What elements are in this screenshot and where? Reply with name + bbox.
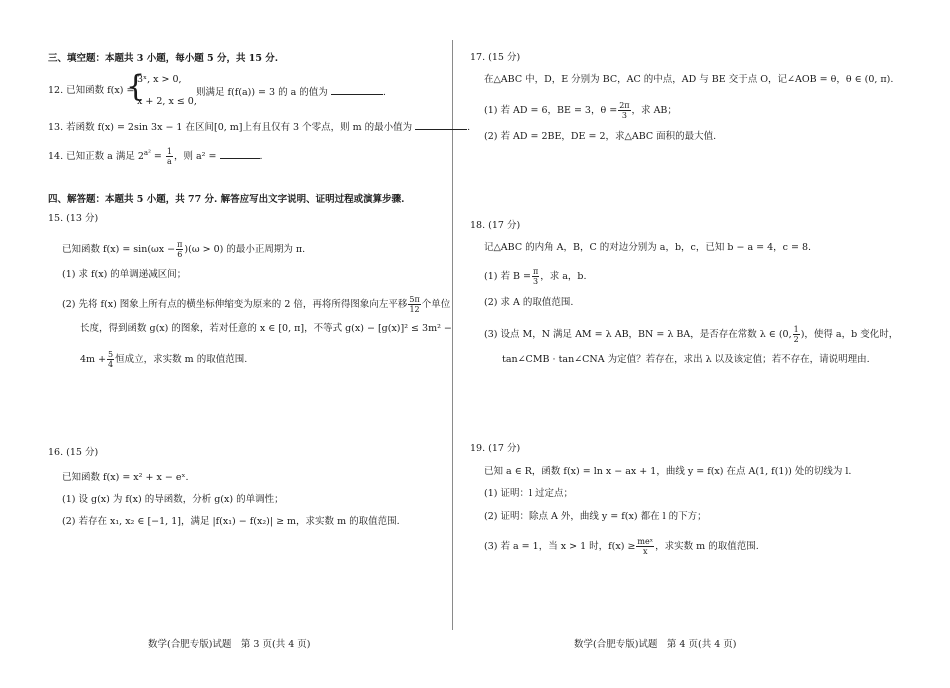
q12-prefix: 12. 已知函数 f(x) = [48,85,135,96]
q19-title: 19. (17 分) [470,443,521,454]
q16-stem: 已知函数 f(x) = x² + x − eˣ. [62,472,189,483]
q14-suffix: ，则 a² = [173,151,217,163]
q18-part1-fraction: $\frac{\pi}{3}$ [532,267,539,286]
q12-case-2: x + 2, x ≤ 0, [137,96,197,107]
q19-part-2: (2) 证明：除点 A 外，曲线 y = f(x) 都在 l 的下方； [484,511,707,522]
q19-stem: 已知 a ∈ R，函数 f(x) = ln x − ax + 1，曲线 y = f(x) 在点 A(1, f(1)) 处的切线为 l. [484,466,852,477]
q19-part3-fraction: $\frac{\text{meˣ}}{x}$ [637,537,654,556]
q18-stem: 记△ABC 的内角 A，B，C 的对边分别为 a，b，c，已知 b − a = 4，c = 8. [484,242,812,253]
q16-part-2: (2) 若存在 x₁, x₂ ∈ [−1, 1]，满足 |f(x₁) − f(x₂)| ≥ m，求实数 m 的取值范围. [62,516,400,527]
left-page-footer: 数学(合肥专版)试题 第 3 页(共 4 页) [148,639,311,650]
q12-suffix: 则满足 f(f(a)) = 3 的 a 的值为 . [196,84,386,100]
q15-stem-fraction: $\frac{\pi}{6}$ [177,240,183,259]
question-14: 14. 已知正数 a 满足 $2^{a^2}$ = $\frac{1}{a}$ ，则 a² = . [48,147,263,167]
q15-part-1: (1) 求 f(x) 的单调递减区间； [62,269,187,280]
q12-suffix-text: 则满足 f(f(a)) = 3 的 a 的值为 [196,87,328,98]
q14-answer-blank [220,148,260,159]
q17-part1-fraction: $\frac{2\pi}{3}$ [619,101,630,120]
q17-part-2: (2) 若 AD = 2BE，DE = 2，求△ABC 面积的最大值. [484,131,717,142]
q17-stem: 在△ABC 中，D，E 分别为 BC，AC 的中点，AD 与 BE 交于点 O，记∠AOB = θ，θ ∈ (0, π). [484,74,894,85]
q14-fraction: $\frac{1}{a}$ [166,147,172,167]
right-page-footer: 数学(合肥专版)试题 第 4 页(共 4 页) [574,639,737,650]
q19-part-3: (3) 若 a = 1，当 x > 1 时，f(x) ≥ $\frac{\text{meˣ}}{x}$ ，求实数 m 的取值范围. [484,537,759,556]
q12-case-1: 3ˣ, x > 0, [137,74,182,85]
q18-part-3c: tan∠CMB · tan∠CNA 为定值？若存在，求出 λ 以及该定值；若不存在，请说明理由. [502,354,870,365]
q15-part-2d: 4m + $\frac{5}{4}$ 恒成立，求实数 m 的取值范围. [80,350,248,369]
q18-title: 18. (17 分) [470,220,521,231]
q15-part2d-fraction: $\frac{5}{4}$ [108,350,114,369]
q12-brace: { [126,69,146,104]
q16-part-1: (1) 设 g(x) 为 f(x) 的导函数，分析 g(x) 的单调性； [62,494,284,505]
question-13: 13. 若函数 f(x) = 2sin 3x − 1 在区间[0, m]上有且仅有 3 个零点，则 m 的最小值为 . [48,119,470,135]
q15-part-2a: (2) 先将 f(x) 图象上所有点的横坐标伸缩变为原来的 2 倍，再将所得图象向左平移 $\frac{5\pi}{12}$ 个单位 [62,295,451,314]
q19-part-1: (1) 证明：l 过定点； [484,488,574,499]
q15-title: 15. (13 分) [48,213,99,224]
q12-answer-blank [331,84,383,95]
q18-part3-fraction: $\frac{1}{2}$ [793,325,799,344]
q14-prefix: 14. 已知正数 a 满足 2 [48,151,144,163]
q16-title: 16. (15 分) [48,447,99,458]
q15-stem: 已知函数 f(x) = sin(ωx − $\frac{\pi}{6}$ )(ω > 0) 的最小正周期为 π. [62,240,306,259]
q14-mid: = [150,151,165,163]
section-3-heading: 三、填空题：本题共 3 小题，每小题 5 分，共 15 分. [48,53,279,64]
left-page [0,0,471,688]
q15-part-2c: 长度，得到函数 g(x) 的图象，若对任意的 x ∈ [0, π]，不等式 g(x) − [g(x)]² ≤ 3m² − [80,323,452,334]
q14-exponent: a² [143,149,151,157]
q18-part-2: (2) 求 A 的取值范围. [484,297,574,308]
section-4-heading: 四、解答题：本题共 5 小题，共 77 分. 解答应写出文字说明、证明过程或演算步骤. [48,194,405,205]
q18-part-1: (1) 若 B = $\frac{\pi}{3}$ ，求 a，b. [484,267,587,286]
q18-part-3a: (3) 设点 M，N 满足 AM = λ AB，BN = λ BA，是否存在常数 λ ∈ (0, $\frac{1}{2}$ )，使得 a，b 变化时， [484,325,899,344]
right-page [456,0,950,688]
q13-text: 13. 若函数 f(x) = 2sin 3x − 1 在区间[0, m]上有且仅有 3 个零点，则 m 的最小值为 [48,122,413,133]
q17-part-1: (1) 若 AD = 6，BE = 3，θ = $\frac{2\pi}{3}$ ，求 AB； [484,101,677,120]
q15-part2-fraction: $\frac{5\pi}{12}$ [409,295,420,314]
q17-title: 17. (15 分) [470,52,521,63]
